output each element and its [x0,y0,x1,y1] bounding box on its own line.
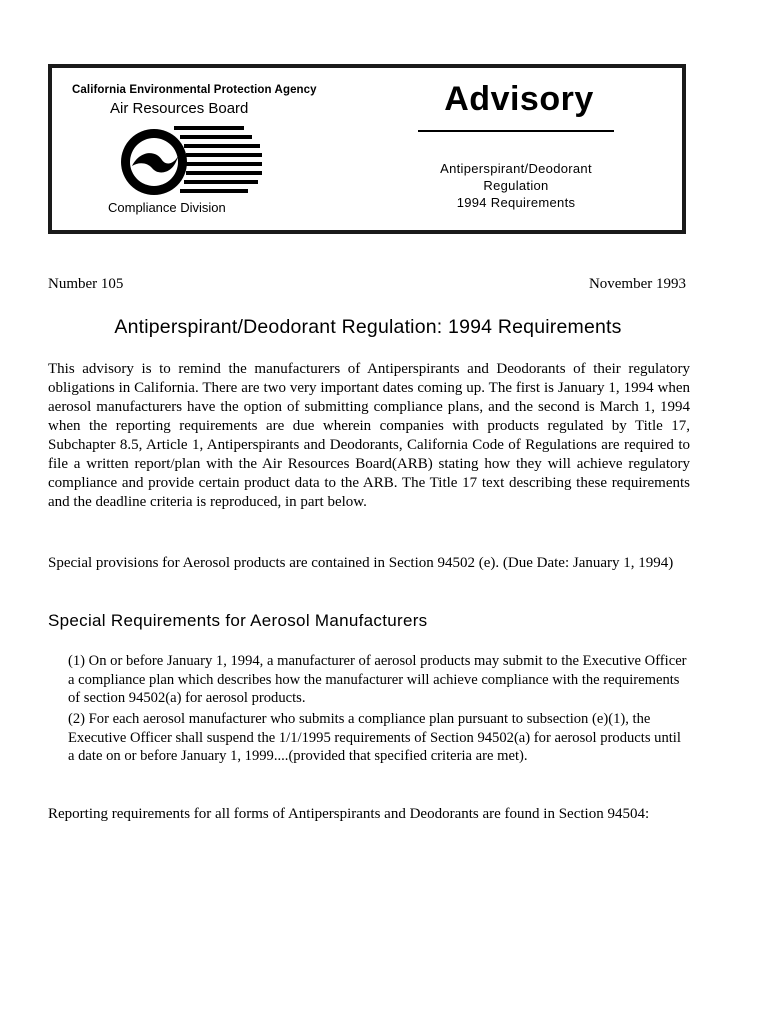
advisory-divider [418,130,614,132]
advisory-subtitle-line: Antiperspirant/Deodorant [440,161,592,176]
advisory-subtitle [410,160,622,211]
arb-logo-icon [114,120,264,212]
section-heading: Special Requirements for Aerosol Manufacturers [48,611,428,630]
division-name: Compliance Division [108,200,226,215]
requirement-item: (2) For each aerosol manufacturer who submits a compliance plan pursuant to subsection (e)(1), the Executive Officer shall suspend the 1/1/1995 requirements of Section 94502(a) for aerosol products until a date on or before January 1, 1999....(provided that specified criteria are met). [68,711,681,764]
board-name: Air Resources Board [110,100,249,117]
advisory-subtitle-line: 1994 Requirements [456,195,576,210]
advisory-subtitle-line: Regulation [483,178,549,193]
advisory-number: Number 105 [48,276,124,292]
agency-name: California Environmental Protection Agency [72,84,317,96]
advisory-title: Advisory [444,80,594,118]
intro-paragraph: This advisory is to remind the manufacturers of Antiperspirants and Deodorants of their regulatory obligations in California. There are two very important dates coming up. The first is January 1, 1994 when aerosol manufacturers have the option of submitting compliance plans, and the second is March 1, 1994 when the reporting requirements are due wherein companies with products regulated by Title 17, Subchapter 8.5, Article 1, Antiperspirants and Deodorants, California Code of Regulations are required to file a written report/plan with the Air Resources Board(ARB) stating how they will achieve regulatory compliance and provide certain product data to the ARB. The Title 17 text describing these requirements and the deadline criteria is reproduced, in part below. [48,361,690,510]
document-title: Antiperspirant/Deodorant Regulation: 1994 Requirements [114,316,622,338]
special-provisions-paragraph: Special provisions for Aerosol products are contained in Section 94502 (e). (Due Date: January 1, 1994) [48,555,674,571]
reporting-paragraph: Reporting requirements for all forms of Antiperspirants and Deodorants are found in Section 94504: [48,806,650,822]
requirement-item: (1) On or before January 1, 1994, a manufacturer of aerosol products may submit to the Executive Officer a compliance plan which describes how the manufacturer will achieve compliance with the requirements of section 94502(a) for aerosol products. [68,653,687,706]
advisory-date: November 1993 [588,276,686,292]
letterhead [48,64,686,234]
